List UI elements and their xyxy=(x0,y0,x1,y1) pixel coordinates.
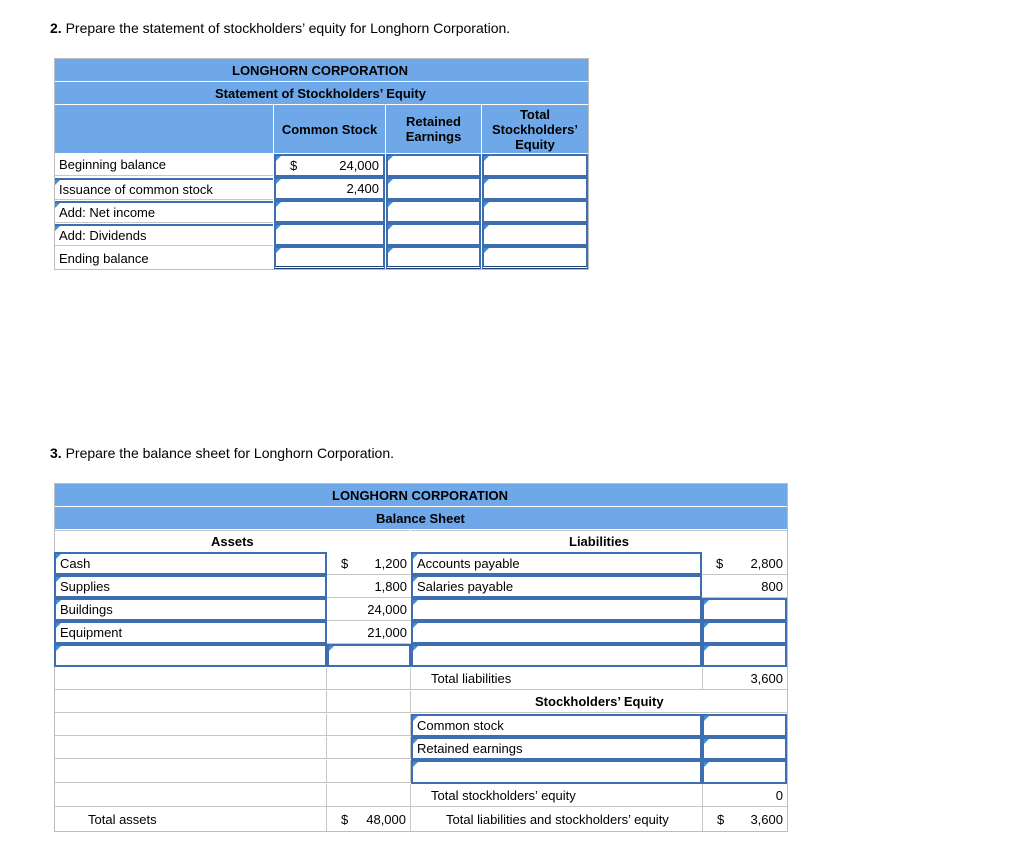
bs-empty-asset-label-10 xyxy=(55,760,327,783)
beginning-retained-input[interactable] xyxy=(386,154,481,177)
bs-empty-asset-value-9 xyxy=(327,737,411,759)
q2-prompt-text: Prepare the statement of stockholders’ equity for Longhorn Corporation. xyxy=(65,20,511,36)
equity-label-input-3[interactable] xyxy=(411,760,702,784)
row-label-issuance: Issuance of common stock xyxy=(55,178,273,200)
ending-retained-input[interactable] xyxy=(386,246,481,269)
col-total-equity xyxy=(482,105,588,153)
bs-empty-asset-value-7 xyxy=(327,691,411,713)
statement-title: Statement of Stockholders’ Equity xyxy=(55,82,588,104)
net-income-retained-input[interactable] xyxy=(386,200,481,223)
asset-label-buildings[interactable]: Buildings xyxy=(54,598,327,621)
col-total-line2: Stockholders’ xyxy=(492,121,578,137)
q3-prompt xyxy=(50,445,394,461)
cell-value: 48,000 xyxy=(366,811,406,827)
liability-value-accounts-payable xyxy=(702,552,787,575)
total-assets-value xyxy=(327,807,411,831)
col-retained-line1: Retained xyxy=(406,114,461,129)
liability-label-accounts-payable[interactable]: Accounts payable xyxy=(411,552,702,575)
q2-number: 2. xyxy=(50,20,62,36)
ending-total-input[interactable] xyxy=(482,246,588,269)
total-assets-label: Total assets xyxy=(55,807,327,831)
currency-symbol: $ xyxy=(290,158,298,173)
bs-company-name: LONGHORN CORPORATION xyxy=(55,484,787,506)
liability-label-input-4[interactable] xyxy=(411,621,702,644)
col-retained-earnings xyxy=(386,105,481,153)
dividends-retained-input[interactable] xyxy=(386,223,481,246)
dividends-total-input[interactable] xyxy=(482,223,588,246)
issuance-retained-input[interactable] xyxy=(386,177,481,200)
asset-value-supplies: 1,800 xyxy=(327,575,411,598)
col-common-stock: Common Stock xyxy=(274,105,385,153)
statement-label-col-header xyxy=(55,105,273,153)
q2-prompt xyxy=(50,20,510,36)
asset-label-cash[interactable]: Cash xyxy=(54,552,327,575)
bs-empty-asset-label-6 xyxy=(55,668,327,690)
beginning-total-input[interactable] xyxy=(482,154,588,177)
total-equity-value: 0 xyxy=(702,784,787,807)
cell-value: 1,200 xyxy=(374,555,407,571)
asset-value-cash xyxy=(327,552,411,575)
issuance-total-input[interactable] xyxy=(482,177,588,200)
total-equity-label: Total stockholders’ equity xyxy=(411,784,702,807)
ending-common-input[interactable] xyxy=(274,246,385,269)
bs-empty-asset-value-11 xyxy=(327,784,411,807)
bs-empty-asset-value-8 xyxy=(327,714,411,736)
bs-empty-asset-label-11 xyxy=(55,784,327,807)
total-liabilities-label: Total liabilities xyxy=(411,668,702,690)
cell-value: 24,000 xyxy=(339,158,379,173)
equity-label-retained-earnings[interactable]: Retained earnings xyxy=(411,737,702,760)
asset-label-supplies[interactable]: Supplies xyxy=(54,575,327,598)
q3-prompt-text: Prepare the balance sheet for Longhorn Corporation. xyxy=(65,445,395,461)
currency-symbol: $ xyxy=(341,811,349,827)
equity-value-retained-earnings[interactable] xyxy=(702,737,787,760)
currency-symbol: $ xyxy=(341,555,349,571)
row-label-net-income[interactable]: Add: Net income xyxy=(55,201,273,223)
bs-empty-asset-value-10 xyxy=(327,760,411,783)
total-liabilities-value: 3,600 xyxy=(702,668,787,690)
asset-label-equipment[interactable]: Equipment xyxy=(54,621,327,644)
equity-value-input-3[interactable] xyxy=(702,760,787,784)
bs-title: Balance Sheet xyxy=(55,507,787,529)
row-label-ending-balance: Ending balance xyxy=(59,250,149,266)
total-liab-equity-label: Total liabilities and stockholders’ equity xyxy=(446,811,669,827)
liability-label-salaries-payable[interactable]: Salaries payable xyxy=(411,575,702,598)
net-income-common-input[interactable] xyxy=(274,200,385,223)
asset-value-buildings: 24,000 xyxy=(327,598,411,621)
liability-label-input-3[interactable] xyxy=(411,598,702,621)
statement-company-name: LONGHORN CORPORATION xyxy=(55,59,588,81)
currency-symbol: $ xyxy=(717,811,725,827)
liability-label-input-5[interactable] xyxy=(411,644,702,667)
bs-empty-asset-label-8 xyxy=(55,714,327,736)
col-total-line1: Total xyxy=(519,106,551,122)
asset-value-equipment: 21,000 xyxy=(327,621,411,644)
asset-value-input-5[interactable] xyxy=(327,644,411,667)
col-total-line3: Equity xyxy=(515,136,555,152)
row-label-beginning-balance: Beginning balance xyxy=(55,154,273,176)
bs-empty-asset-label-9 xyxy=(55,737,327,759)
liability-value-input-4[interactable] xyxy=(702,621,787,644)
cell-value: 2,800 xyxy=(750,555,783,571)
bs-empty-asset-value-6 xyxy=(327,668,411,690)
cell-value: 3,600 xyxy=(750,811,783,827)
liabilities-header: Liabilities xyxy=(411,530,787,552)
q3-number: 3. xyxy=(50,445,62,461)
bs-empty-asset-label-7 xyxy=(55,691,327,713)
equity-header: Stockholders’ Equity xyxy=(411,691,787,713)
row-label-dividends[interactable]: Add: Dividends xyxy=(55,224,273,246)
net-income-total-input[interactable] xyxy=(482,200,588,223)
total-liab-equity-value xyxy=(702,807,787,831)
assets-header: Assets xyxy=(55,530,410,552)
equity-label-common-stock[interactable]: Common stock xyxy=(411,714,702,737)
dividends-common-input[interactable] xyxy=(274,223,385,246)
liability-value-input-3[interactable] xyxy=(702,598,787,621)
issuance-common-stock-input[interactable]: 2,400 xyxy=(274,177,385,200)
beginning-common-stock-input[interactable] xyxy=(274,154,385,177)
currency-symbol: $ xyxy=(716,555,724,571)
equity-value-common-stock[interactable] xyxy=(702,714,787,737)
liability-value-input-5[interactable] xyxy=(702,644,787,667)
liability-value-salaries-payable: 800 xyxy=(702,575,787,598)
asset-label-input-5[interactable] xyxy=(54,644,327,667)
col-retained-line2: Earnings xyxy=(405,129,462,144)
